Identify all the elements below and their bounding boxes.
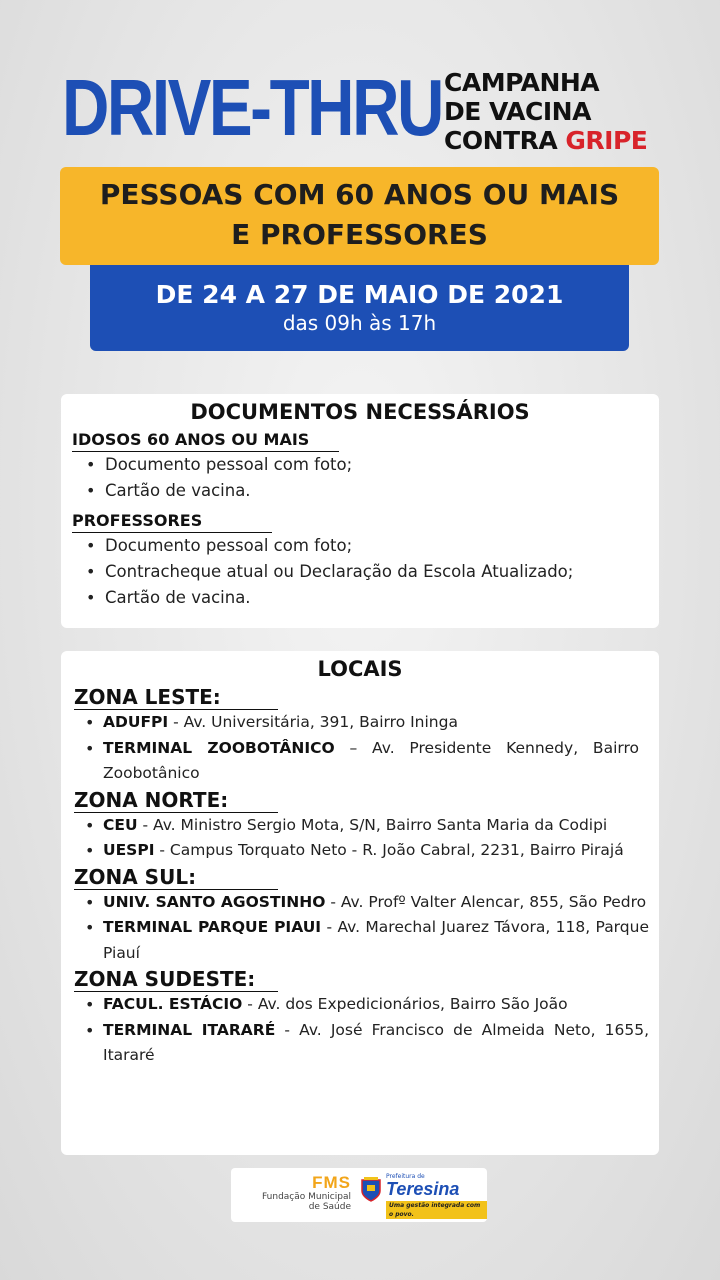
zone-place-list [61, 992, 659, 1069]
city-prefix: Prefeitura de [386, 1173, 425, 1180]
list-item [61, 736, 659, 787]
place-address: - Campus Torquato Neto - R. João Cabral, 2231, Bairro Pirajá [154, 841, 624, 859]
place-name: ADUFPI [103, 713, 169, 731]
place-address: - Av. Ministro Sergio Mota, S/N, Bairro Santa Maria da Codipi [137, 815, 608, 834]
documents-title: DOCUMENTOS NECESSÁRIOS [190, 400, 530, 424]
documents-group-elderly [61, 429, 659, 504]
zone-title: ZONA SUL: [74, 865, 278, 890]
group-title-teachers: PROFESSORES [72, 510, 272, 533]
place-name: TERMINAL PARQUE PIAUI [103, 918, 322, 936]
zone-place-list [61, 813, 659, 864]
list-item: • Cartão de vacina. [61, 478, 659, 504]
documents-group-teachers [61, 510, 659, 611]
audience-line-2: E PROFESSORES [231, 218, 488, 251]
place-name: TERMINAL ZOOBOTÂNICO [103, 738, 335, 757]
campaign-line-3 [444, 126, 647, 155]
list-item: • Contracheque atual ou Declaração da Escola Atualizado; [61, 559, 659, 585]
fms-logo [259, 1174, 351, 1212]
teresina-logo [386, 1173, 487, 1219]
zone-sudeste [61, 967, 659, 1069]
schedule-banner [90, 265, 629, 351]
list-item [61, 710, 659, 736]
campaign-line-3-prefix: CONTRA [444, 126, 558, 155]
schedule-dates: DE 24 A 27 DE MAIO DE 2021 [155, 280, 564, 309]
fms-line-2: de Saúde [308, 1202, 351, 1212]
gripe-highlight: GRIPE [565, 126, 648, 155]
place-name: TERMINAL ITARARÉ [103, 1020, 276, 1039]
city-name: Teresina [386, 1179, 460, 1199]
place-address: – Av. Presidente Kennedy, Bairro Zoobotânico [103, 738, 639, 782]
place-name: UNIV. SANTO AGOSTINHO [103, 892, 326, 911]
place-name: CEU [103, 815, 138, 834]
zone-place-list [61, 710, 659, 787]
place-address: - Av. José Francisco de Almeida Neto, 1655, Itararé [103, 1020, 649, 1064]
documents-card [61, 394, 659, 628]
footer-logos [231, 1168, 487, 1222]
zone-norte [61, 788, 659, 864]
place-address: - Av. Universitária, 391, Bairro Ininga [168, 713, 458, 731]
city-crest-icon [360, 1177, 382, 1203]
locations-card [61, 651, 659, 1155]
campaign-subtitle [444, 68, 647, 155]
place-address: - Av. Profº Valter Alencar, 855, São Pedro [325, 892, 647, 911]
zone-place-list [61, 890, 659, 967]
list-item [61, 890, 659, 916]
city-slogan: Uma gestão integrada com o povo. [386, 1201, 487, 1219]
place-address: - Av. dos Expedicionários, Bairro São João [242, 995, 568, 1013]
list-item [61, 813, 659, 839]
place-address: - Av. Marechal Juarez Távora, 118, Parque Piauí [103, 918, 649, 962]
zone-title: ZONA LESTE: [74, 685, 278, 710]
locations-title: LOCAIS [317, 657, 403, 681]
campaign-header [62, 64, 662, 160]
audience-banner [60, 167, 659, 265]
list-item: • Documento pessoal com foto; [61, 533, 659, 559]
fms-line-1: Fundação Municipal [261, 1192, 351, 1202]
zone-title: ZONA SUDESTE: [74, 967, 278, 992]
schedule-hours: das 09h às 17h [282, 311, 437, 335]
place-name: UESPI [103, 841, 155, 859]
zone-leste [61, 685, 659, 787]
teachers-doc-list [61, 533, 659, 611]
list-item: • Cartão de vacina. [61, 585, 659, 611]
group-title-elderly: IDOSOS 60 ANOS OU MAIS [72, 429, 339, 452]
list-item: • Documento pessoal com foto; [61, 452, 659, 478]
campaign-line-1: CAMPANHA [444, 68, 600, 97]
place-name: FACUL. ESTÁCIO [103, 995, 243, 1013]
list-item [61, 915, 659, 966]
fms-acronym: FMS [312, 1173, 351, 1192]
drive-thru-title: DRIVE-THRU [62, 63, 442, 152]
zone-sul [61, 865, 659, 967]
list-item [61, 1018, 659, 1069]
campaign-line-2: DE VACINA [444, 97, 591, 126]
elderly-doc-list [61, 452, 659, 504]
list-item [61, 992, 659, 1018]
audience-line-1: PESSOAS COM 60 ANOS OU MAIS [99, 178, 620, 211]
list-item [61, 838, 659, 864]
zone-title: ZONA NORTE: [74, 788, 278, 813]
